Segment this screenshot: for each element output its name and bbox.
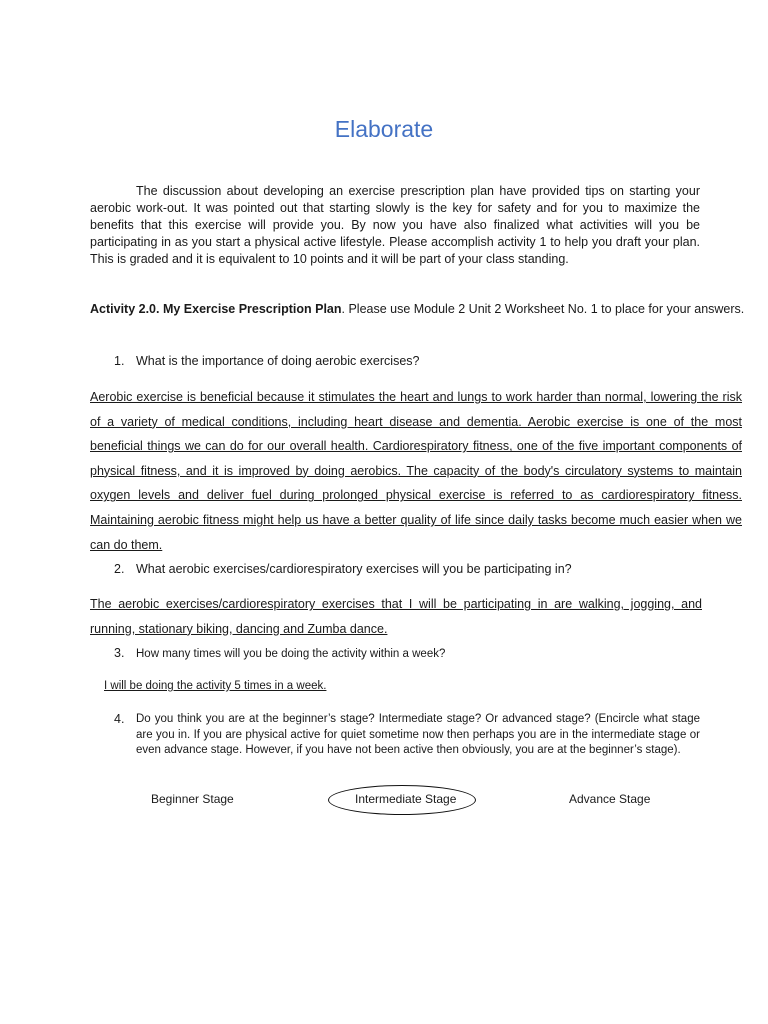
answer-2: The aerobic exercises/cardiorespiratory exercises that I will be participating in are walking, jogging, and running, stationary biking, dancing and Zumba dance.	[90, 597, 702, 636]
intro-paragraph	[90, 183, 700, 268]
activity-text: . Please use Module 2 Unit 2 Worksheet No. 1 to place for your answers.	[341, 302, 745, 316]
question-text: Do you think you are at the beginner’s stage? Intermediate stage? Or advanced stage? (Encircle what stage are you in. If you are physical active for quiet sometime now then perhaps you are in the intermediate stage or even advance stage. However, if you have not been active then obviously, you are at the beginner’s stage).	[136, 713, 700, 756]
stage-option-beginner: Beginner Stage	[151, 792, 234, 806]
question-3	[114, 645, 445, 663]
intro-text: The discussion about developing an exercise prescription plan have provided tips on starting your aerobic work-out. It was pointed out that starting slowly is the key for safety and for you to maximize the benefits that this exercise will provide you. By now you have also finalized what activities will you be participating in as you start a physical active lifestyle. Please accomplish activity 1 to help you draft your plan. This is graded and it is equivalent to 10 points and it will be part of your class standing.	[90, 184, 700, 266]
stage-option-advance: Advance Stage	[569, 792, 651, 806]
selected-stage-circle	[328, 785, 476, 815]
question-number: 1.	[114, 354, 125, 368]
question-4	[114, 712, 700, 759]
page-title: Elaborate	[334, 116, 434, 142]
answer-1: Aerobic exercise is beneficial because it stimulates the heart and lungs to work harder than normal, lowering the risk of a variety of medical conditions, including heart disease and dementia. Aerobic exercise is one of the most beneficial things we can do for our overall health. Cardiorespiratory fitness, one of the five important components of physical fitness, and it is improved by doing aerobics. The capacity of the body's circulatory systems to maintain oxygen levels and deliver fuel during prolonged physical exercise is referred to as cardiorespiratory fitness. Maintaining aerobic fitness might help us have a better quality of life since daily tasks become much easier when we can do them.	[90, 390, 742, 552]
question-text: How many times will you be doing the activity within a week?	[136, 648, 446, 660]
question-text: What aerobic exercises/cardiorespiratory exercises will you be participating in?	[136, 562, 572, 576]
activity-instructions	[90, 301, 750, 318]
question-number: 2.	[114, 562, 125, 576]
question-number: 3.	[114, 646, 125, 660]
question-text: What is the importance of doing aerobic exercises?	[136, 354, 420, 368]
activity-heading: Activity 2.0. My Exercise Prescription Plan	[90, 302, 342, 316]
question-1	[114, 353, 419, 370]
question-number: 4.	[114, 712, 125, 726]
answer-3: I will be doing the activity 5 times in a week.	[104, 680, 327, 692]
stage-option-intermediate: Intermediate Stage	[355, 792, 457, 806]
question-2	[114, 561, 572, 578]
